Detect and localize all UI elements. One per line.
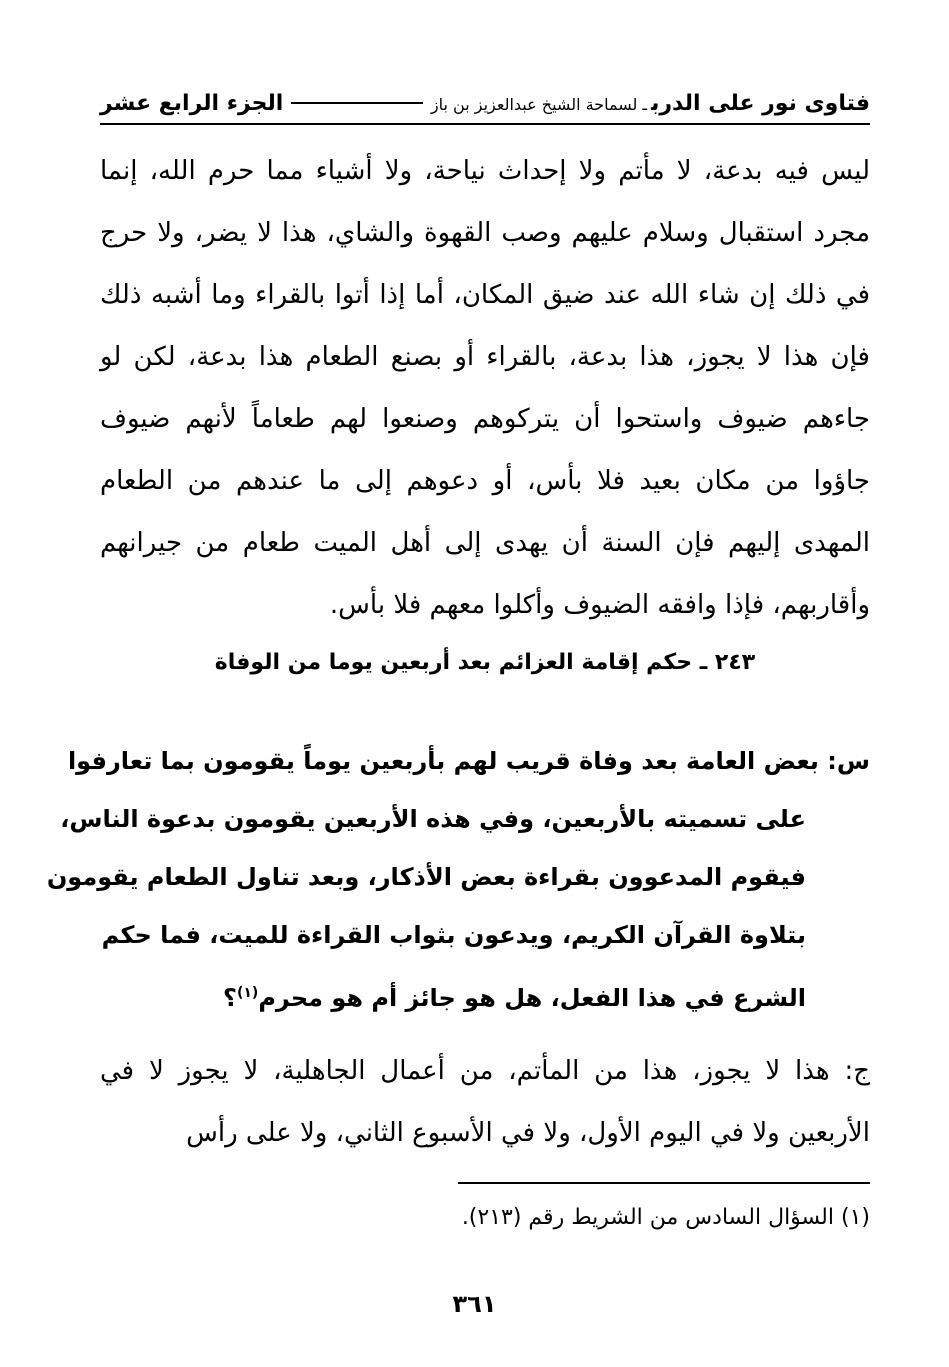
question-line: على تسميته بالأربعين، وفي هذه الأربعين يقومون بدعوة الناس، <box>60 805 806 833</box>
question-block <box>46 732 870 1027</box>
text-line: جيرانهم وأقاربهم، فإذا وافقه الضيوف وأكلوا معهم فلا بأس. <box>100 528 870 620</box>
page-number: ٣٦١ <box>452 1290 497 1318</box>
header-rule <box>100 123 870 125</box>
footnote: (١) السؤال السادس من الشريط رقم (٢١٣). <box>461 1205 870 1230</box>
answer-block <box>100 1040 870 1164</box>
question-mark: ؟ <box>223 984 237 1012</box>
header-author: ـ لسماحة الشيخ عبدالعزيز بن باز <box>430 94 648 114</box>
running-header <box>100 86 870 120</box>
footnote-rule <box>458 1182 870 1184</box>
footnote-ref: (١) <box>236 985 259 1001</box>
text-line: حرج في ذلك إن شاء الله عند ضيق المكان، أما إذا أتوا بالقراء وما أشبه <box>100 218 871 310</box>
question-line-last <box>100 964 870 1027</box>
answer-line: ج: هذا لا يجوز، هذا من المأتم، من أعمال الجاهلية، لا يجوز لا في <box>100 1056 870 1086</box>
section-heading: ٢٤٣ ـ حكم إقامة العزائم بعد أربعين يوما من الوفاة <box>214 650 756 675</box>
text-line: ضيوف جاؤوا من مكان بعيد فلا بأس، أو دعوهم إلى ما عندهم من <box>100 404 870 496</box>
text-line: الطعام المهدى إليهم فإن السنة أن يهدى إلى أهل الميت طعام من <box>100 466 870 558</box>
text-line: لكن لو جاءهم ضيوف واستحوا أن يتركوهم وصنعوا لهم طعاماً لأنهم <box>100 342 871 434</box>
text-line: ليس فيه بدعة، لا مأتم ولا إحداث نياحة، ولا أشياء مما حرم الله، إنما <box>100 156 870 186</box>
header-dash-line <box>291 102 423 104</box>
question-line: س: بعض العامة بعد وفاة قريب لهم بأربعين يوماً يقومون بما تعارفوا <box>67 747 870 775</box>
question-text: الشرع في هذا الفعل، هل هو جائز أم هو محرم <box>258 984 806 1012</box>
header-part: الجزء الرابع عشر <box>100 90 284 116</box>
question-line: فيقوم المدعوون بقراءة بعض الأذكار، وبعد تناول الطعام يقومون <box>46 863 806 891</box>
text-line: ذلك فإن هذا لا يجوز، هذا بدعة، بالقراء أو بصنع الطعام هذا بدعة، <box>100 280 870 372</box>
answer-line: الأربعين ولا في اليوم الأول، ولا في الأسبوع الثاني، ولا على رأس <box>186 1118 870 1148</box>
question-line: بتلاوة القرآن الكريم، ويدعون بثواب القراءة للميت، فما حكم <box>101 921 806 949</box>
header-book-title: فتاوى نور على الدربـ لسماحة الشيخ عبدالعزيز بن باز <box>430 90 870 116</box>
paragraph-continuation <box>100 140 870 636</box>
text-line: مجرد استقبال وسلام عليهم وصب القهوة والشاي، هذا لا يضر، ولا <box>157 218 871 248</box>
